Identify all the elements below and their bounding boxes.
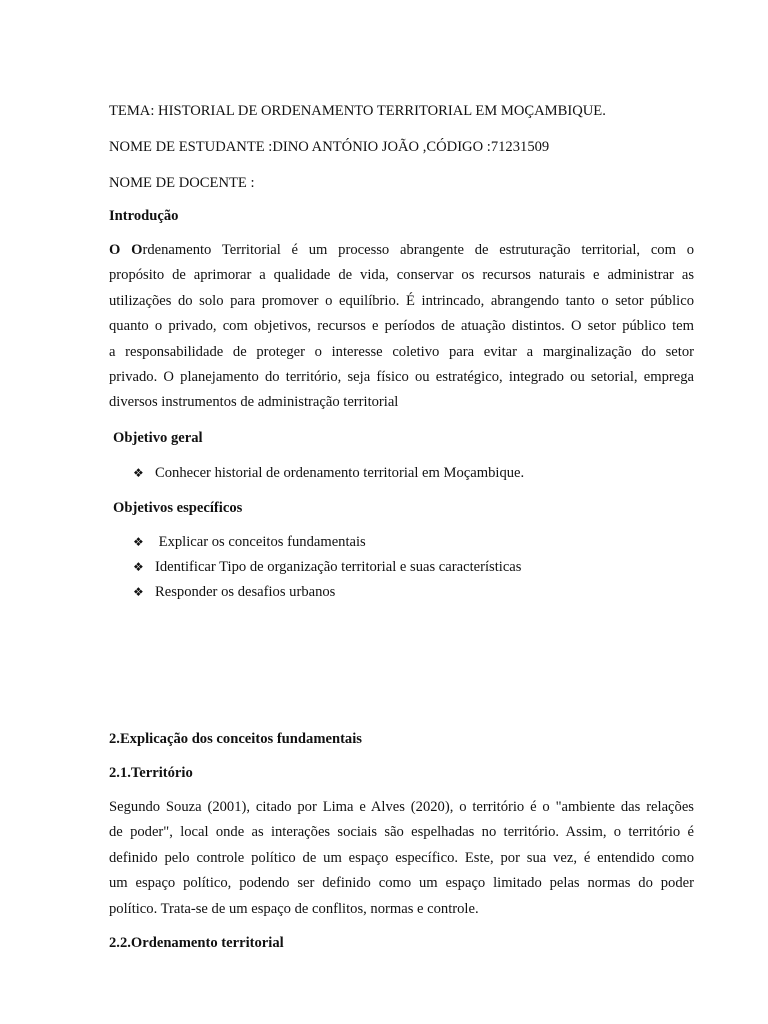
intro-line-5: a responsabilidade de proteger o interesse coletivo para evitar a marginalização do setor (109, 343, 694, 360)
objetivo-especifico-item-3 (133, 583, 335, 601)
objetivo-geral-heading: Objetivo geral (113, 430, 203, 446)
territorio-line-2: de poder", local onde as interações sociais são espelhadas no território. Assim, o território é (109, 824, 694, 841)
territorio-line-5: político. Trata-se de um espaço de conflitos, normas e controle. (109, 900, 479, 917)
secao2-heading: 2.Explicação dos conceitos fundamentais (109, 731, 362, 747)
territorio-line-4: um espaço político, podendo ser definido como um espaço limitado pelas normas do poder (109, 875, 694, 892)
objetivo-especifico-text-3: Responder os desafios urbanos (155, 584, 336, 600)
docente-line: NOME DE DOCENTE : (109, 175, 255, 191)
diamond-bullet-icon: ❖ (133, 535, 144, 549)
territorio-line-1: Segundo Souza (2001), citado por Lima e Alves (2020), o território é o "ambiente das relações (109, 799, 694, 815)
objetivo-especifico-text-1: Explicar os conceitos fundamentais (155, 534, 366, 550)
objetivos-especificos-heading: Objetivos específicos (113, 500, 243, 516)
intro-line-7: diversos instrumentos de administração territorial (109, 394, 399, 411)
intro-paragraph (109, 238, 694, 416)
diamond-bullet-icon: ❖ (133, 466, 144, 480)
tema-line: TEMA: HISTORIAL DE ORDENAMENTO TERRITORIAL EM MOÇAMBIQUE. (109, 103, 606, 119)
intro-line-2: propósito de aprimorar a qualidade de vida, conservar os recursos naturais e administrar as (109, 267, 694, 284)
territorio-paragraph (109, 795, 694, 922)
intro-heading: Introdução (109, 208, 179, 224)
diamond-bullet-icon: ❖ (133, 585, 144, 599)
intro-line-1 (109, 238, 694, 263)
intro-line-4: quanto o privado, com objetivos, recursos e períodos de atuação distintos. O setor público tem (109, 318, 694, 335)
territorio-heading: 2.1.Território (109, 765, 193, 781)
objetivo-geral-item (133, 464, 524, 482)
objetivo-geral-text: Conhecer historial de ordenamento territorial em Moçambique. (155, 465, 525, 481)
intro-line-1-text: rdenamento Territorial é um processo abrangente de estruturação territorial, com o (142, 242, 695, 258)
diamond-bullet-icon: ❖ (133, 560, 144, 574)
territorio-line-3: definido pelo controle político de um espaço específico. Este, por sua vez, é entendido como (109, 849, 694, 866)
intro-line-6: privado. O planejamento do território, seja físico ou estratégico, integrado ou setorial, emprega (109, 368, 694, 385)
objetivo-especifico-item-1 (133, 533, 366, 551)
intro-line-3: utilizações do solo para promover o equilíbrio. É intrincado, abrangendo tanto o setor público (109, 292, 694, 309)
intro-lead-bold: O O (109, 242, 143, 258)
objetivo-especifico-text-2: Identificar Tipo de organização territorial e suas características (155, 559, 522, 575)
ordenamento-heading: 2.2.Ordenamento territorial (109, 935, 284, 951)
objetivo-especifico-item-2 (133, 558, 521, 576)
student-line: NOME DE ESTUDANTE :DINO ANTÓNIO JOÃO ,CÓDIGO :71231509 (109, 139, 550, 155)
